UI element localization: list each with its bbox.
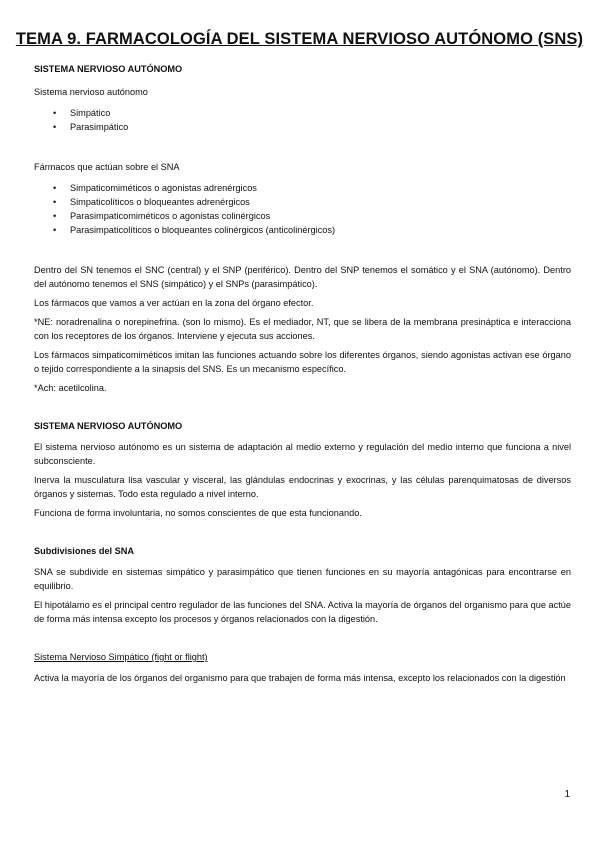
list-item: • Parasimpaticolíticos o bloqueantes colinérgicos (anticolinérgicos) <box>34 223 571 237</box>
drugs-intro: Fármacos que actúan sobre el SNA <box>34 162 180 172</box>
document-title: TEMA 9. FARMACOLOGÍA DEL SISTEMA NERVIOSO AUTÓNOMO (SNS) <box>15 30 584 48</box>
paragraph: *Ach: acetilcolina. <box>34 383 107 393</box>
list-item: • Simpaticolíticos o bloqueantes adrenérgicos <box>34 195 571 209</box>
paragraph: Activa la mayoría de los órganos del organismo para que trabajen de forma más intensa, excepto los relacionados con la digestión <box>34 673 566 683</box>
paragraph: Funciona de forma involuntaria, no somos conscientes de que esta funcionando. <box>34 508 362 518</box>
section-heading-sna: SISTEMA NERVIOSO AUTÓNOMO <box>34 64 183 74</box>
sna-list <box>34 106 571 134</box>
paragraph: *NE: noradrenalina o norepinefrina. (son lo mismo). Es el mediador, NT, que se libera de la membrana presináptica e interacciona con los receptores de los órganos. Interviene y ejecuta sus acciones. <box>34 317 571 341</box>
sna-intro: Sistema nervioso autónomo <box>34 87 148 97</box>
list-item: • Simpático <box>34 106 571 120</box>
paragraph: SNA se subdivide en sistemas simpático y parasimpático que tienen funciones en su mayoría antagónicas para encontrarse en equilibrio. <box>34 567 571 591</box>
section-heading-sna-2: SISTEMA NERVIOSO AUTÓNOMO <box>34 421 183 431</box>
paragraph: Inerva la musculatura lisa vascular y visceral, las glándulas endocrinas y exocrinas, y las células parenquimatosas de diversos órganos y sistemas. Todo esta regulado a nivel interno. <box>34 475 571 499</box>
section-heading-subdivisions: Subdivisiones del SNA <box>34 546 135 556</box>
section-heading-sympathetic: Sistema Nervioso Simpático (fight or flight) <box>34 652 208 662</box>
list-item: • Parasimpaticomiméticos o agonistas colinérgicos <box>34 209 571 223</box>
paragraph: Los fármacos simpaticomiméticos imitan las funciones actuando sobre los diferentes órganos, siendo agonistas activan ese órgano o tejido correspondiente a la sinapsis del SNS. Es un mecanismo específico. <box>34 350 571 374</box>
paragraph: Los fármacos que vamos a ver actúan en la zona del órgano efector. <box>34 298 314 308</box>
drugs-list <box>34 181 571 237</box>
list-item: • Parasimpático <box>34 120 571 134</box>
document-body <box>34 62 571 685</box>
list-item: • Simpaticomiméticos o agonistas adrenérgicos <box>34 181 571 195</box>
paragraph: Dentro del SN tenemos el SNC (central) y el SNP (periférico). Dentro del SNP tenemos el somático y el SNA (autónomo). Dentro del autónomo tenemos el SNS (simpático) y el SNPs (parasimpático). <box>34 265 571 289</box>
paragraph: El sistema nervioso autónomo es un sistema de adaptación al medio externo y regulación del medio interno que funciona a nivel subconsciente. <box>34 442 571 466</box>
page-number: 1 <box>564 789 570 800</box>
paragraph: El hipotálamo es el principal centro regulador de las funciones del SNA. Activa la mayoría de órganos del organismo para que actúe de forma más intensa excepto los procesos y órganos relacionados con la digestión. <box>34 600 571 624</box>
